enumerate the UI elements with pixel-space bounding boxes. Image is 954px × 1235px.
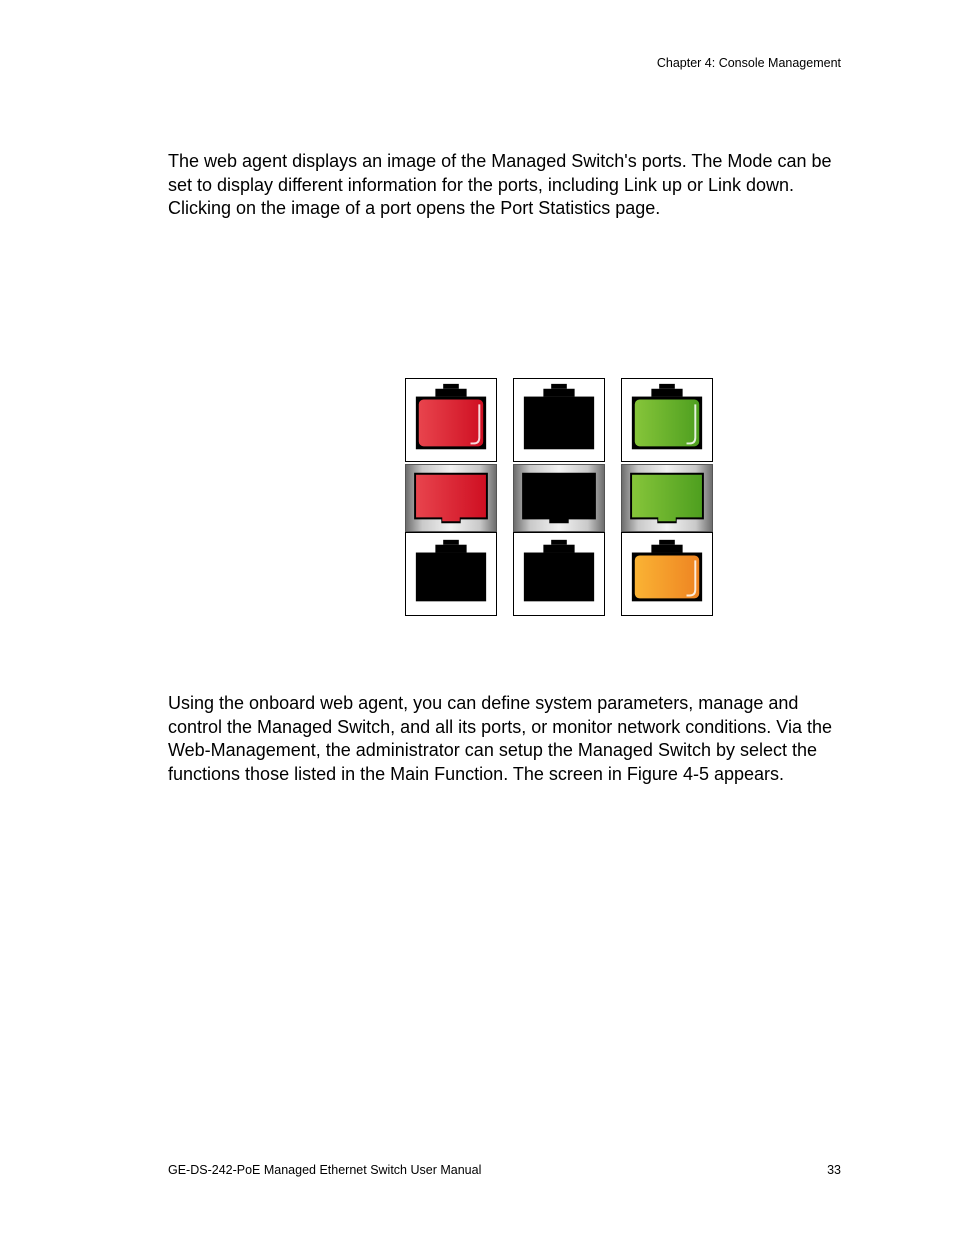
footer-manual-title: GE-DS-242-PoE Managed Ethernet Switch User Manual — [168, 1163, 482, 1177]
port-5-copper-link-down[interactable] — [513, 532, 605, 616]
footer-page-number: 33 — [827, 1163, 841, 1177]
port-4-copper-link-down[interactable] — [405, 532, 497, 616]
port-fiber-1-link-up[interactable] — [405, 464, 497, 532]
port-2-copper-link-down[interactable] — [513, 378, 605, 462]
port-status-figure — [405, 378, 717, 618]
port-fiber-2-link-down[interactable] — [513, 464, 605, 532]
web-agent-paragraph: Using the onboard web agent, you can define system parameters, manage and control the Managed Switch, and all its ports, or monitor network conditions. Via the Web-Management, the administrator can setup the Managed Switch by select the functions those listed in the Main Function. The screen in Figure 4-5 appears. — [168, 693, 833, 784]
running-header: Chapter 4: Console Management — [656, 56, 841, 70]
intro-paragraph: The web agent displays an image of the Managed Switch's ports. The Mode can be set to display different information for the ports, including Link up or Link down. Clicking on the image of a port opens the Port Statistics page. — [168, 151, 832, 218]
port-1-copper-link-up[interactable] — [405, 378, 497, 462]
port-6-copper-poe-active[interactable] — [621, 532, 713, 616]
port-3-copper-link-active[interactable] — [621, 378, 713, 462]
port-fiber-3-link-active[interactable] — [621, 464, 713, 532]
